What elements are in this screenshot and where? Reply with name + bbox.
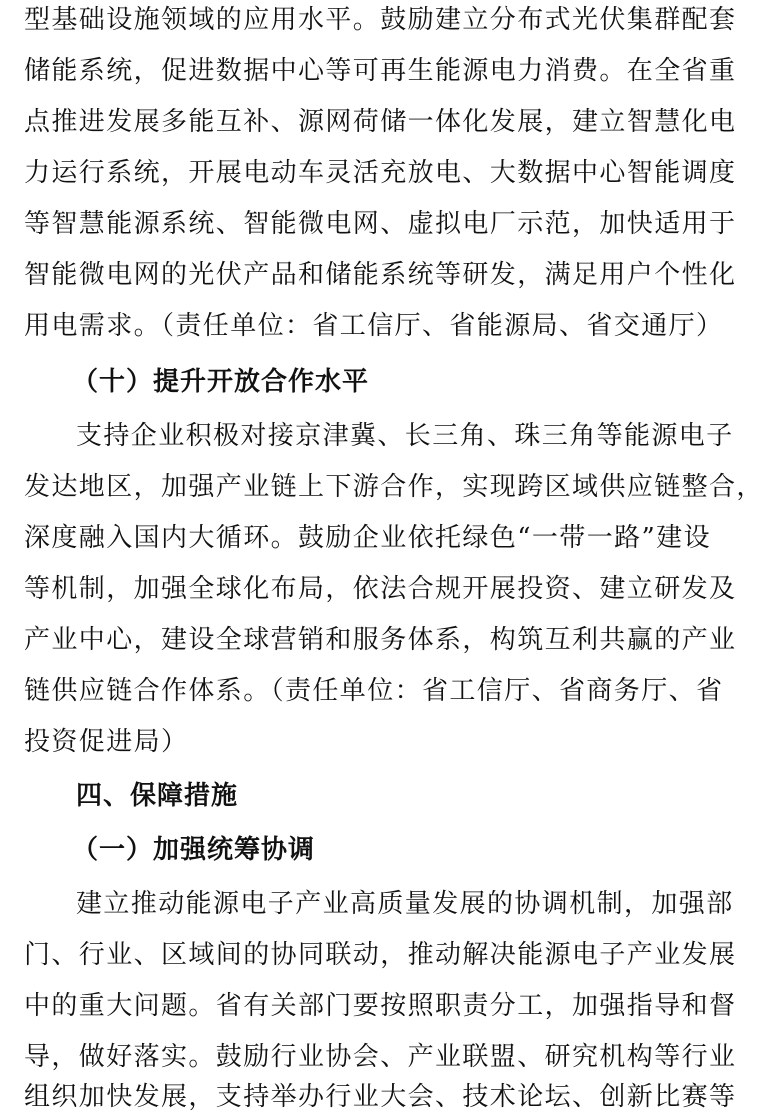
paragraph-1-line-7: 用电需求。（责任单位：省工信厅、省能源局、省交通厅） [24,311,724,341]
paragraph-2-line-3: 深度融入国内大循环。鼓励企业依托绿色“一带一路”建设 [24,523,711,553]
paragraph-2-line-6: 链供应链合作体系。（责任单位：省工信厅、省商务厅、省 [24,676,724,706]
paragraph-3-line-5: 组织加快发展，支持举办行业大会、技术论坛、创新比赛等 [24,1082,737,1112]
paragraph-2-line-4: 等机制，加强全球化布局，依法合规开展投资、建立研发及 [24,574,737,604]
paragraph-3-line-3: 中的重大问题。省有关部门要按照职责分工，加强指导和督 [24,991,737,1021]
paragraph-1-line-2: 储能系统，促进数据中心等可再生能源电力消费。在全省重 [24,56,737,86]
paragraph-2-line-1: 支持企业积极对接京津冀、长三角、珠三角等能源电子 [76,421,734,451]
paragraph-2-line-5: 产业中心，建设全球营销和服务体系，构筑互利共赢的产业 [24,625,737,655]
paragraph-3-line-4: 导，做好落实。鼓励行业协会、产业联盟、研究机构等行业 [24,1042,737,1072]
paragraph-3-line-1: 建立推动能源电子产业高质量发展的协调机制，加强部 [76,889,734,919]
section-heading-1: （一）加强统筹协调 [72,835,316,865]
paragraph-1-line-3: 点推进发展多能互补、源网荷储一体化发展，建立智慧化电 [24,107,737,137]
paragraph-3-line-2: 门、行业、区域间的协同联动，推动解决能源电子产业发展 [24,940,737,970]
section-heading-4: 四、保障措施 [76,781,239,811]
paragraph-1-line-5: 等智慧能源系统、智能微电网、虚拟电厂示范，加快适用于 [24,209,737,239]
section-heading-10: （十）提升开放合作水平 [72,367,370,397]
paragraph-1-line-6: 智能微电网的光伏产品和储能系统等研发，满足用户个性化 [24,260,737,290]
paragraph-1-line-4: 力运行系统，开展电动车灵活充放电、大数据中心智能调度 [24,158,737,188]
paragraph-1-line-1: 型基础设施领域的应用水平。鼓励建立分布式光伏集群配套 [24,5,737,35]
paragraph-2-line-2: 发达地区，加强产业链上下游合作，实现跨区域供应链整合， [24,472,764,502]
paragraph-2-line-7: 投资促进局） [24,727,189,757]
